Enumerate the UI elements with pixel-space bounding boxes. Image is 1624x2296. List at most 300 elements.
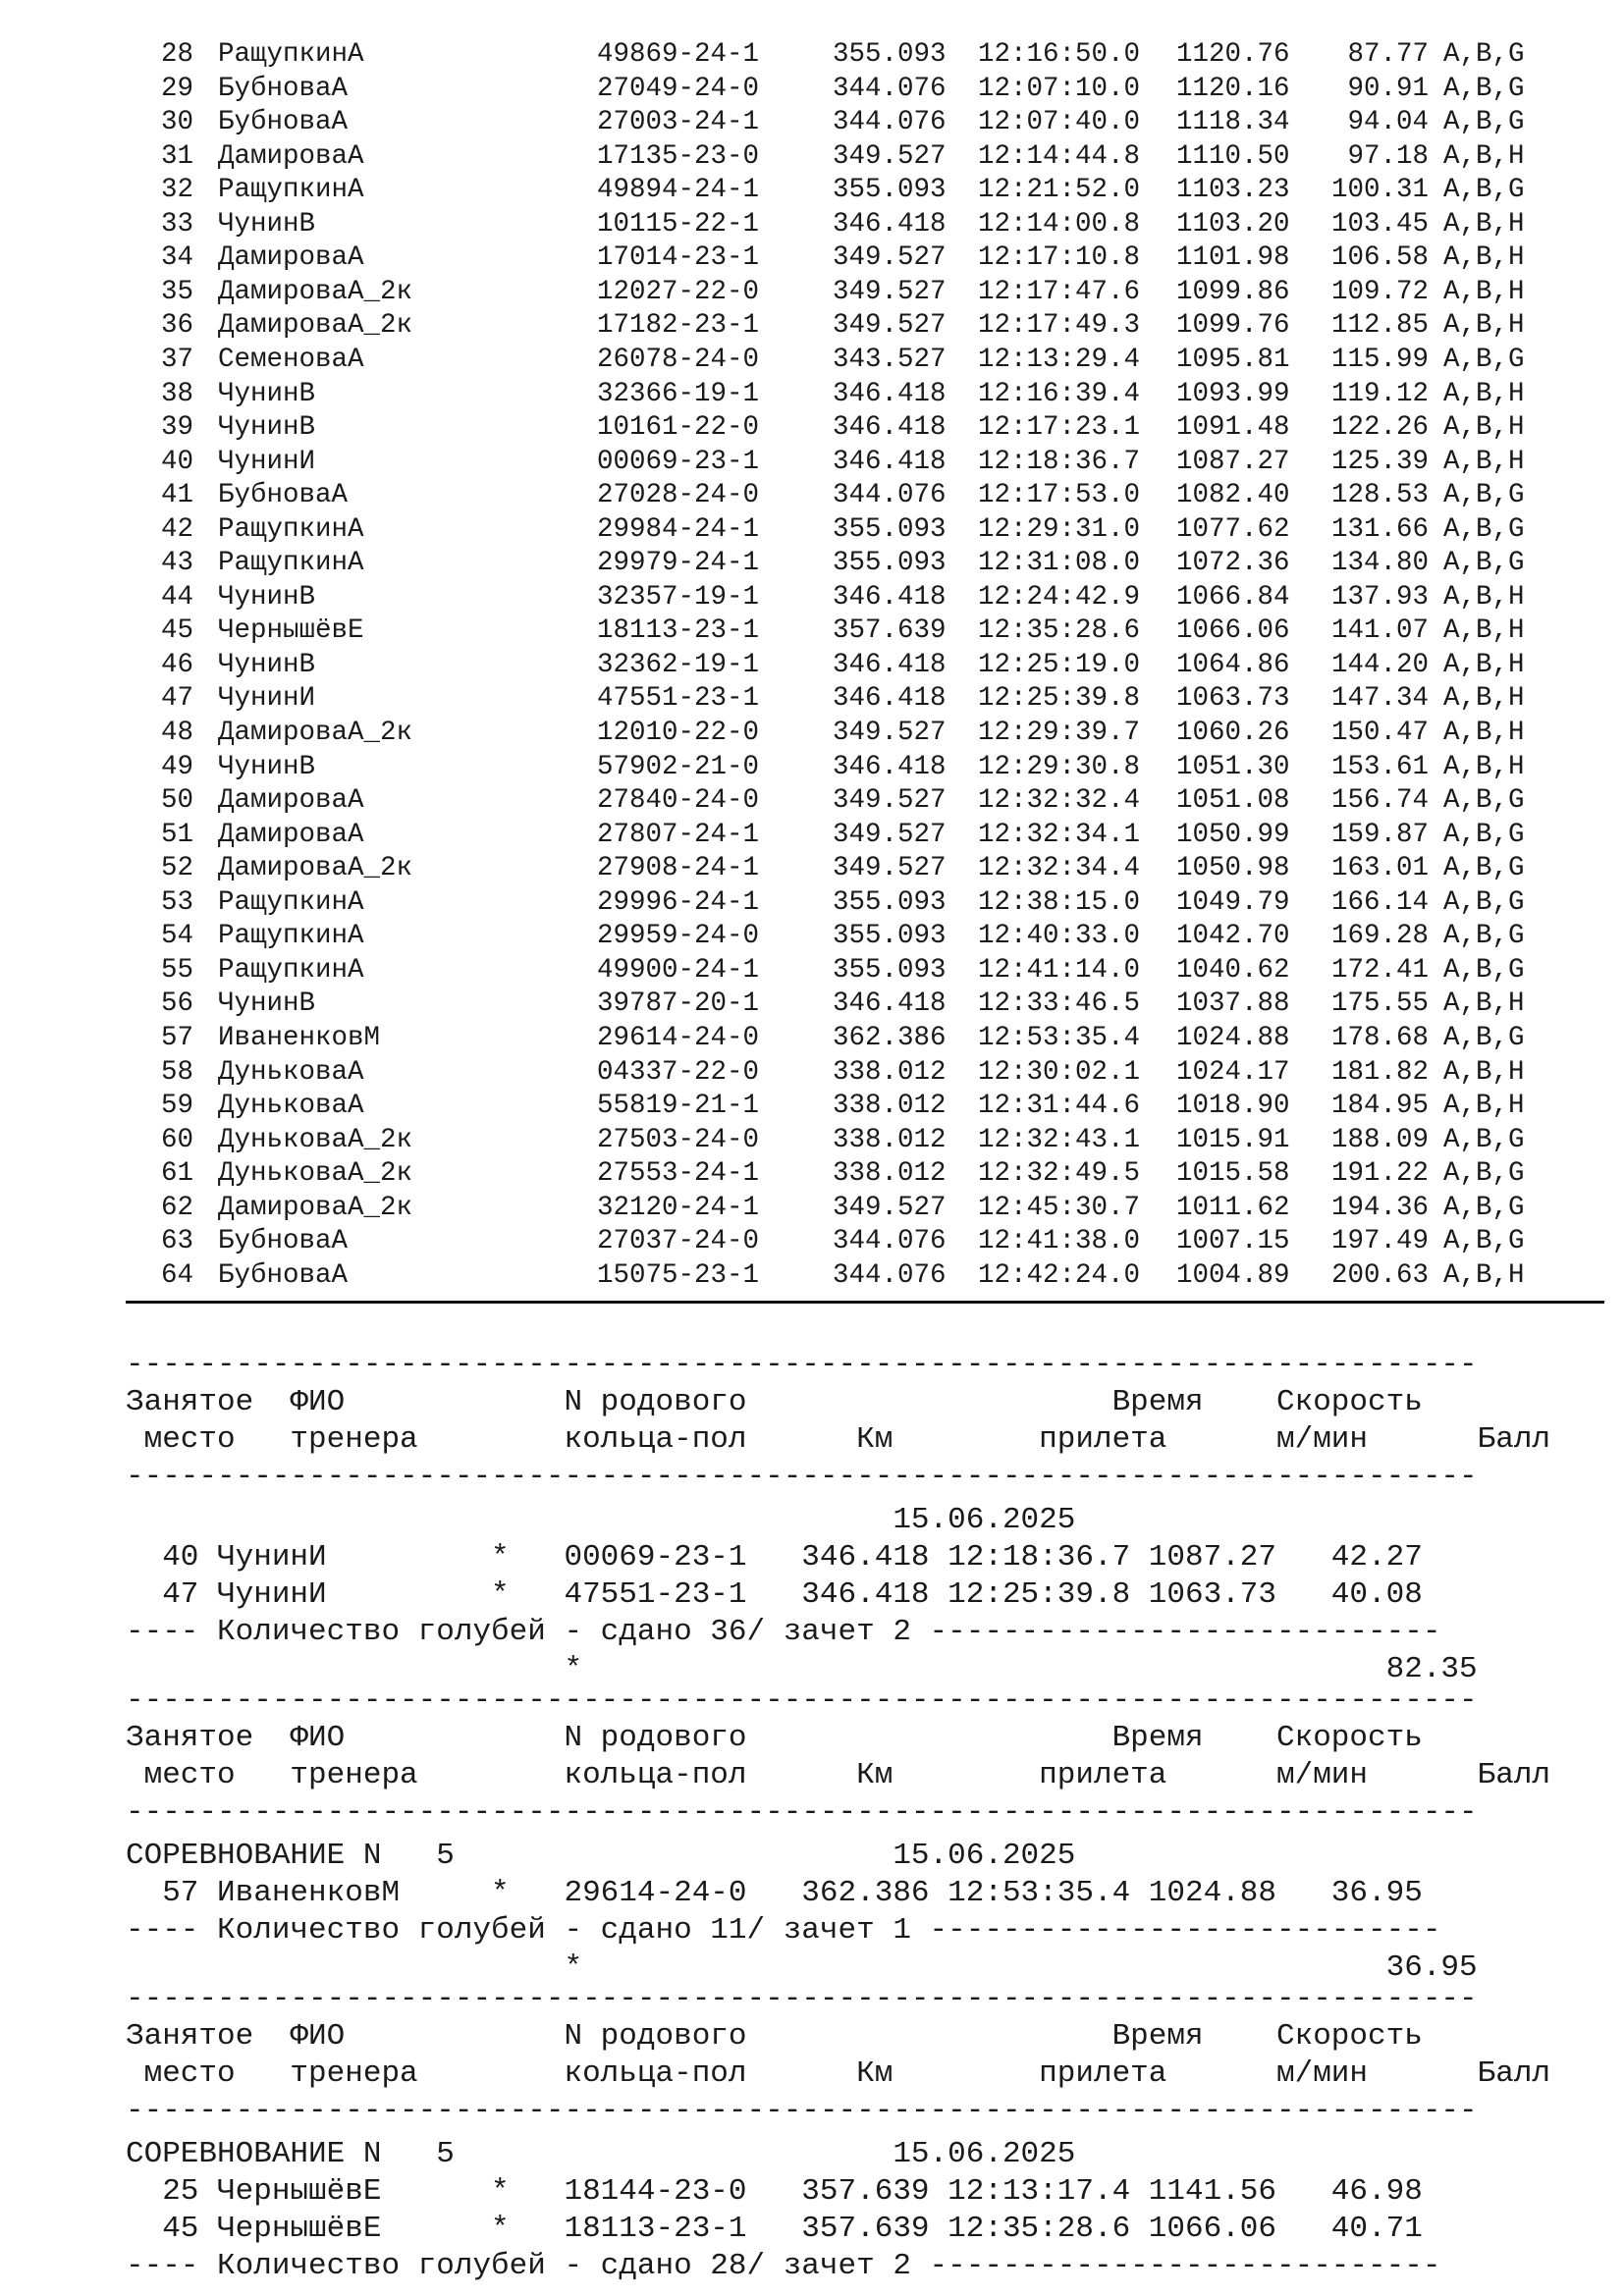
row-distance-km: 349.527 (833, 310, 947, 342)
row-place: 44 (161, 581, 194, 613)
row-distance-km: 346.418 (833, 446, 947, 477)
row-coefficient: 181.82 (1331, 1056, 1430, 1088)
row-distance-km: 349.527 (833, 242, 947, 274)
row-coefficient: 100.31 (1331, 175, 1430, 206)
competition-date-line: СОРЕВНОВАНИЕ N 5 15.06.2025 (126, 2137, 1076, 2171)
row-ring-number: 49900-24-1 (597, 954, 760, 986)
row-arrival-time: 12:07:40.0 (978, 107, 1141, 138)
row-ring-number: 27503-24-0 (597, 1124, 760, 1155)
separator-line: -------------------------------------------------------------------------- (126, 1348, 1478, 1382)
row-distance-km: 357.639 (833, 615, 947, 647)
row-distance-km: 344.076 (833, 107, 947, 138)
row-arrival-time: 12:32:34.1 (978, 819, 1141, 850)
row-groups: A,B,G (1443, 853, 1525, 884)
row-groups: A,B,H (1443, 1056, 1525, 1088)
row-coefficient: 103.45 (1331, 208, 1430, 240)
row-speed: 1103.23 (1176, 175, 1290, 206)
row-groups: A,B,H (1443, 310, 1525, 342)
row-coefficient: 122.26 (1331, 412, 1430, 444)
row-ring-number: 18113-23-1 (597, 615, 760, 647)
row-speed: 1050.99 (1176, 819, 1290, 850)
row-speed: 1095.81 (1176, 344, 1290, 375)
row-trainer-name: ДуньковаА (218, 1091, 364, 1122)
row-speed: 1015.91 (1176, 1124, 1290, 1155)
row-ring-number: 12010-22-0 (597, 718, 760, 748)
row-trainer-name: ДуньковаА_2к (218, 1158, 413, 1190)
row-groups: A,B,G (1443, 1158, 1525, 1190)
row-place: 56 (161, 988, 194, 1020)
row-distance-km: 344.076 (833, 73, 947, 104)
row-trainer-name: ЧунинВ (218, 581, 316, 613)
row-arrival-time: 12:17:47.6 (978, 276, 1141, 307)
row-trainer-name: ЧунинВ (218, 649, 316, 680)
competition-date-line: СОРЕВНОВАНИЕ N 5 15.06.2025 (126, 1839, 1076, 1873)
row-ring-number: 39787-20-1 (597, 988, 760, 1020)
row-distance-km: 344.076 (833, 1226, 947, 1257)
row-coefficient: 191.22 (1331, 1158, 1430, 1190)
table-header-row-2: место тренера кольца-пол Км прилета м/мин Балл (126, 2056, 1551, 2091)
row-coefficient: 131.66 (1331, 513, 1430, 545)
row-trainer-name: БубноваА (218, 480, 349, 511)
row-arrival-time: 12:29:30.8 (978, 751, 1141, 782)
row-coefficient: 197.49 (1331, 1226, 1430, 1257)
row-speed: 1072.36 (1176, 548, 1290, 579)
row-place: 39 (161, 412, 194, 444)
row-groups: A,B,G (1443, 107, 1525, 138)
row-place: 40 (161, 446, 194, 477)
row-arrival-time: 12:18:36.7 (978, 446, 1141, 477)
row-arrival-time: 12:16:39.4 (978, 378, 1141, 409)
row-coefficient: 106.58 (1331, 242, 1430, 274)
row-distance-km: 355.093 (833, 548, 947, 579)
row-coefficient: 166.14 (1331, 886, 1430, 918)
row-coefficient: 109.72 (1331, 276, 1430, 307)
row-groups: A,B,H (1443, 1091, 1525, 1122)
row-trainer-name: ДамироваА (218, 819, 364, 850)
row-arrival-time: 12:31:08.0 (978, 548, 1141, 579)
row-arrival-time: 12:14:00.8 (978, 208, 1141, 240)
row-place: 34 (161, 242, 194, 274)
row-trainer-name: ЧунинВ (218, 208, 316, 240)
list-item: 25 ЧернышёвЕ * 18144-23-0 357.639 12:13:17.4 1141.56 46.98 (126, 2174, 1423, 2209)
row-distance-km: 355.093 (833, 921, 947, 952)
row-arrival-time: 12:14:44.8 (978, 140, 1141, 172)
row-groups: A,B,G (1443, 39, 1525, 70)
row-place: 54 (161, 921, 194, 952)
row-place: 60 (161, 1124, 194, 1155)
row-place: 50 (161, 785, 194, 817)
row-coefficient: 137.93 (1331, 581, 1430, 613)
row-place: 46 (161, 649, 194, 680)
row-trainer-name: ДамироваА (218, 242, 364, 274)
row-speed: 1024.88 (1176, 1022, 1290, 1053)
row-arrival-time: 12:21:52.0 (978, 175, 1141, 206)
row-trainer-name: ДуньковаА_2к (218, 1124, 413, 1155)
row-distance-km: 343.527 (833, 344, 947, 375)
row-groups: A,B,G (1443, 1226, 1525, 1257)
row-groups: A,B,G (1443, 1022, 1525, 1053)
row-speed: 1093.99 (1176, 378, 1290, 409)
row-groups: A,B,G (1443, 344, 1525, 375)
row-coefficient: 94.04 (1331, 107, 1430, 138)
row-place: 55 (161, 954, 194, 986)
row-trainer-name: ИваненковМ (218, 1022, 381, 1053)
row-ring-number: 29996-24-1 (597, 886, 760, 918)
row-speed: 1087.27 (1176, 446, 1290, 477)
row-ring-number: 29979-24-1 (597, 548, 760, 579)
row-place: 52 (161, 853, 194, 884)
row-place: 36 (161, 310, 194, 342)
row-speed: 1099.76 (1176, 310, 1290, 342)
row-ring-number: 27028-24-0 (597, 480, 760, 511)
row-ring-number: 17014-23-1 (597, 242, 760, 274)
row-trainer-name: ДамироваА_2к (218, 310, 413, 342)
separator-line: -------------------------------------------------------------------------- (126, 1460, 1478, 1494)
row-speed: 1099.86 (1176, 276, 1290, 307)
row-coefficient: 87.77 (1331, 39, 1430, 70)
row-groups: A,B,G (1443, 513, 1525, 545)
row-speed: 1091.48 (1176, 412, 1290, 444)
row-distance-km: 349.527 (833, 276, 947, 307)
row-place: 58 (161, 1056, 194, 1088)
row-trainer-name: ДамироваА_2к (218, 853, 413, 884)
row-groups: A,B,H (1443, 683, 1525, 715)
row-groups: A,B,G (1443, 886, 1525, 918)
row-groups: A,B,H (1443, 718, 1525, 748)
row-trainer-name: ЧернышёвЕ (218, 615, 364, 647)
row-trainer-name: ЧунинВ (218, 988, 316, 1020)
row-speed: 1037.88 (1176, 988, 1290, 1020)
row-distance-km: 355.093 (833, 175, 947, 206)
row-speed: 1011.62 (1176, 1192, 1290, 1223)
row-coefficient: 184.95 (1331, 1091, 1430, 1122)
row-distance-km: 349.527 (833, 140, 947, 172)
list-item: 40 ЧунинИ * 00069-23-1 346.418 12:18:36.7 1087.27 42.27 (126, 1540, 1423, 1575)
row-trainer-name: РащупкинА (218, 886, 364, 918)
row-coefficient: 115.99 (1331, 344, 1430, 375)
row-trainer-name: РащупкинА (218, 921, 364, 952)
row-coefficient: 134.80 (1331, 548, 1430, 579)
row-groups: A,B,H (1443, 446, 1525, 477)
row-ring-number: 32120-24-1 (597, 1192, 760, 1223)
row-distance-km: 349.527 (833, 819, 947, 850)
pigeon-count-line: ---- Количество голубей - сдано 36/ зачет 2 ---------------------------- (126, 1615, 1441, 1649)
row-place: 42 (161, 513, 194, 545)
row-coefficient: 97.18 (1331, 140, 1430, 172)
row-place: 62 (161, 1192, 194, 1223)
row-speed: 1118.34 (1176, 107, 1290, 138)
row-speed: 1049.79 (1176, 886, 1290, 918)
row-ring-number: 17135-23-0 (597, 140, 760, 172)
row-trainer-name: БубноваА (218, 73, 349, 104)
row-distance-km: 338.012 (833, 1124, 947, 1155)
row-trainer-name: ЧунинВ (218, 412, 316, 444)
row-ring-number: 49869-24-1 (597, 39, 760, 70)
row-groups: A,B,H (1443, 649, 1525, 680)
list-item: 45 ЧернышёвЕ * 18113-23-1 357.639 12:35:28.6 1066.06 40.71 (126, 2212, 1423, 2246)
pigeon-count-line: ---- Количество голубей - сдано 11/ зачет 1 ---------------------------- (126, 1913, 1441, 1948)
row-arrival-time: 12:24:42.9 (978, 581, 1141, 613)
row-place: 45 (161, 615, 194, 647)
table-header-row-1: Занятое ФИО N родового Время Скорость (126, 2019, 1423, 2054)
row-coefficient: 156.74 (1331, 785, 1430, 817)
row-arrival-time: 12:17:49.3 (978, 310, 1141, 342)
row-distance-km: 355.093 (833, 39, 947, 70)
row-speed: 1103.20 (1176, 208, 1290, 240)
row-ring-number: 32362-19-1 (597, 649, 760, 680)
row-arrival-time: 12:17:10.8 (978, 242, 1141, 274)
row-arrival-time: 12:13:29.4 (978, 344, 1141, 375)
row-coefficient: 141.07 (1331, 615, 1430, 647)
row-speed: 1060.26 (1176, 718, 1290, 748)
row-arrival-time: 12:38:15.0 (978, 886, 1141, 918)
row-place: 63 (161, 1226, 194, 1257)
row-distance-km: 349.527 (833, 853, 947, 884)
row-place: 59 (161, 1091, 194, 1122)
table-header-row-1: Занятое ФИО N родового Время Скорость (126, 1385, 1423, 1419)
separator-line: -------------------------------------------------------------------------- (126, 1683, 1478, 1718)
row-ring-number: 27553-24-1 (597, 1158, 760, 1190)
row-coefficient: 188.09 (1331, 1124, 1430, 1155)
row-ring-number: 29984-24-1 (597, 513, 760, 545)
row-trainer-name: БубноваА (218, 1259, 349, 1291)
row-ring-number: 10115-22-1 (597, 208, 760, 240)
row-place: 30 (161, 107, 194, 138)
row-coefficient: 178.68 (1331, 1022, 1430, 1053)
row-arrival-time: 12:16:50.0 (978, 39, 1141, 70)
row-ring-number: 57902-21-0 (597, 751, 760, 782)
row-groups: A,B,H (1443, 581, 1525, 613)
row-speed: 1101.98 (1176, 242, 1290, 274)
row-coefficient: 125.39 (1331, 446, 1430, 477)
pigeon-count-line: ---- Количество голубей - сдано 28/ зачет 2 ---------------------------- (126, 2249, 1441, 2283)
row-ring-number: 55819-21-1 (597, 1091, 760, 1122)
row-trainer-name: ДамироваА (218, 140, 364, 172)
row-speed: 1024.17 (1176, 1056, 1290, 1088)
row-trainer-name: БубноваА (218, 107, 349, 138)
row-trainer-name: РащупкинА (218, 39, 364, 70)
row-place: 37 (161, 344, 194, 375)
row-ring-number: 00069-23-1 (597, 446, 760, 477)
row-distance-km: 349.527 (833, 785, 947, 817)
row-coefficient: 194.36 (1331, 1192, 1430, 1223)
row-groups: A,B,G (1443, 954, 1525, 986)
row-coefficient: 112.85 (1331, 310, 1430, 342)
row-speed: 1004.89 (1176, 1259, 1290, 1291)
row-distance-km: 346.418 (833, 208, 947, 240)
row-coefficient: 200.63 (1331, 1259, 1430, 1291)
row-groups: A,B,G (1443, 548, 1525, 579)
row-groups: A,B,G (1443, 480, 1525, 511)
row-speed: 1040.62 (1176, 954, 1290, 986)
row-place: 64 (161, 1259, 194, 1291)
row-distance-km: 344.076 (833, 480, 947, 511)
table-end-rule (126, 1301, 1604, 1304)
row-distance-km: 338.012 (833, 1056, 947, 1088)
row-arrival-time: 12:29:31.0 (978, 513, 1141, 545)
row-groups: A,B,H (1443, 208, 1525, 240)
row-arrival-time: 12:33:46.5 (978, 988, 1141, 1020)
row-coefficient: 172.41 (1331, 954, 1430, 986)
row-trainer-name: БубноваА (218, 1226, 349, 1257)
row-arrival-time: 12:32:34.4 (978, 853, 1141, 884)
row-coefficient: 169.28 (1331, 921, 1430, 952)
row-coefficient: 128.53 (1331, 480, 1430, 511)
competition-date-line: 15.06.2025 (126, 1503, 1076, 1537)
table-header-row-2: место тренера кольца-пол Км прилета м/мин Балл (126, 1422, 1551, 1457)
row-speed: 1082.40 (1176, 480, 1290, 511)
row-place: 61 (161, 1158, 194, 1190)
row-coefficient: 175.55 (1331, 988, 1430, 1020)
row-coefficient: 90.91 (1331, 73, 1430, 104)
row-groups: A,B,G (1443, 921, 1525, 952)
row-ring-number: 27037-24-0 (597, 1226, 760, 1257)
row-groups: A,B,H (1443, 140, 1525, 172)
row-arrival-time: 12:45:30.7 (978, 1192, 1141, 1223)
row-ring-number: 29614-24-0 (597, 1022, 760, 1053)
row-groups: A,B,G (1443, 73, 1525, 104)
row-arrival-time: 12:35:28.6 (978, 615, 1141, 647)
row-groups: A,B,G (1443, 819, 1525, 850)
row-distance-km: 338.012 (833, 1091, 947, 1122)
row-groups: A,B,H (1443, 378, 1525, 409)
row-groups: A,B,H (1443, 412, 1525, 444)
row-ring-number: 27049-24-0 (597, 73, 760, 104)
row-speed: 1015.58 (1176, 1158, 1290, 1190)
row-place: 49 (161, 751, 194, 782)
row-place: 31 (161, 140, 194, 172)
row-place: 53 (161, 886, 194, 918)
row-ring-number: 32357-19-1 (597, 581, 760, 613)
row-groups: A,B,G (1443, 1124, 1525, 1155)
row-ring-number: 12027-22-0 (597, 276, 760, 307)
row-distance-km: 355.093 (833, 954, 947, 986)
list-item: 47 ЧунинИ * 47551-23-1 346.418 12:25:39.8 1063.73 40.08 (126, 1577, 1423, 1612)
row-coefficient: 144.20 (1331, 649, 1430, 680)
row-trainer-name: ДамироваА_2к (218, 276, 413, 307)
row-arrival-time: 12:30:02.1 (978, 1056, 1141, 1088)
row-distance-km: 344.076 (833, 1259, 947, 1291)
row-trainer-name: РащупкинА (218, 513, 364, 545)
row-arrival-time: 12:42:24.0 (978, 1259, 1141, 1291)
row-place: 35 (161, 276, 194, 307)
row-speed: 1110.50 (1176, 140, 1290, 172)
row-speed: 1051.30 (1176, 751, 1290, 782)
list-item: 57 ИваненковМ * 29614-24-0 362.386 12:53:35.4 1024.88 36.95 (126, 1876, 1423, 1910)
row-trainer-name: ДамироваА (218, 785, 364, 817)
row-distance-km: 346.418 (833, 378, 947, 409)
row-place: 33 (161, 208, 194, 240)
row-trainer-name: ЧунинИ (218, 446, 316, 477)
row-place: 41 (161, 480, 194, 511)
row-groups: A,B,H (1443, 276, 1525, 307)
row-coefficient: 147.34 (1331, 683, 1430, 715)
row-groups: A,B,G (1443, 175, 1525, 206)
row-trainer-name: СеменоваА (218, 344, 364, 375)
row-trainer-name: ЧунинИ (218, 683, 316, 715)
row-groups: A,B,G (1443, 785, 1525, 817)
row-groups: A,B,H (1443, 242, 1525, 274)
row-distance-km: 362.386 (833, 1022, 947, 1053)
row-distance-km: 349.527 (833, 718, 947, 748)
row-speed: 1050.98 (1176, 853, 1290, 884)
row-place: 47 (161, 683, 194, 715)
row-speed: 1063.73 (1176, 683, 1290, 715)
row-arrival-time: 12:40:33.0 (978, 921, 1141, 952)
row-place: 48 (161, 718, 194, 748)
row-place: 29 (161, 73, 194, 104)
row-ring-number: 27807-24-1 (597, 819, 760, 850)
row-groups: A,B,H (1443, 1259, 1525, 1291)
row-ring-number: 15075-23-1 (597, 1259, 760, 1291)
row-coefficient: 159.87 (1331, 819, 1430, 850)
row-arrival-time: 12:53:35.4 (978, 1022, 1141, 1053)
row-distance-km: 346.418 (833, 412, 947, 444)
row-speed: 1120.16 (1176, 73, 1290, 104)
row-speed: 1018.90 (1176, 1091, 1290, 1122)
row-ring-number: 26078-24-0 (597, 344, 760, 375)
row-distance-km: 346.418 (833, 988, 947, 1020)
row-trainer-name: ЧунинВ (218, 378, 316, 409)
group-total-score: * 82.35 (126, 1652, 1478, 1686)
row-ring-number: 17182-23-1 (597, 310, 760, 342)
row-trainer-name: РащупкинА (218, 548, 364, 579)
row-arrival-time: 12:32:32.4 (978, 785, 1141, 817)
row-ring-number: 29959-24-0 (597, 921, 760, 952)
row-ring-number: 27840-24-0 (597, 785, 760, 817)
row-arrival-time: 12:17:53.0 (978, 480, 1141, 511)
row-distance-km: 338.012 (833, 1158, 947, 1190)
row-ring-number: 32366-19-1 (597, 378, 760, 409)
table-header-row-2: место тренера кольца-пол Км прилета м/мин Балл (126, 1758, 1551, 1792)
row-coefficient: 153.61 (1331, 751, 1430, 782)
row-coefficient: 163.01 (1331, 853, 1430, 884)
row-arrival-time: 12:32:43.1 (978, 1124, 1141, 1155)
row-arrival-time: 12:29:39.7 (978, 718, 1141, 748)
row-distance-km: 346.418 (833, 683, 947, 715)
row-ring-number: 27003-24-1 (597, 107, 760, 138)
row-groups: A,B,G (1443, 1192, 1525, 1223)
row-arrival-time: 12:41:14.0 (978, 954, 1141, 986)
row-place: 28 (161, 39, 194, 70)
row-place: 57 (161, 1022, 194, 1053)
row-trainer-name: ДамироваА_2к (218, 718, 413, 748)
row-groups: A,B,H (1443, 988, 1525, 1020)
row-coefficient: 150.47 (1331, 718, 1430, 748)
row-place: 38 (161, 378, 194, 409)
row-speed: 1077.62 (1176, 513, 1290, 545)
row-ring-number: 27908-24-1 (597, 853, 760, 884)
row-ring-number: 47551-23-1 (597, 683, 760, 715)
row-groups: A,B,H (1443, 751, 1525, 782)
row-groups: A,B,H (1443, 615, 1525, 647)
row-place: 51 (161, 819, 194, 850)
row-distance-km: 349.527 (833, 1192, 947, 1223)
row-speed: 1120.76 (1176, 39, 1290, 70)
row-place: 32 (161, 175, 194, 206)
separator-line: -------------------------------------------------------------------------- (126, 2094, 1478, 2128)
row-ring-number: 49894-24-1 (597, 175, 760, 206)
row-arrival-time: 12:07:10.0 (978, 73, 1141, 104)
row-arrival-time: 12:17:23.1 (978, 412, 1141, 444)
row-speed: 1064.86 (1176, 649, 1290, 680)
row-arrival-time: 12:32:49.5 (978, 1158, 1141, 1190)
row-distance-km: 346.418 (833, 581, 947, 613)
group-total-score: * 36.95 (126, 1950, 1478, 1985)
row-ring-number: 04337-22-0 (597, 1056, 760, 1088)
row-trainer-name: РащупкинА (218, 175, 364, 206)
row-trainer-name: ЧунинВ (218, 751, 316, 782)
